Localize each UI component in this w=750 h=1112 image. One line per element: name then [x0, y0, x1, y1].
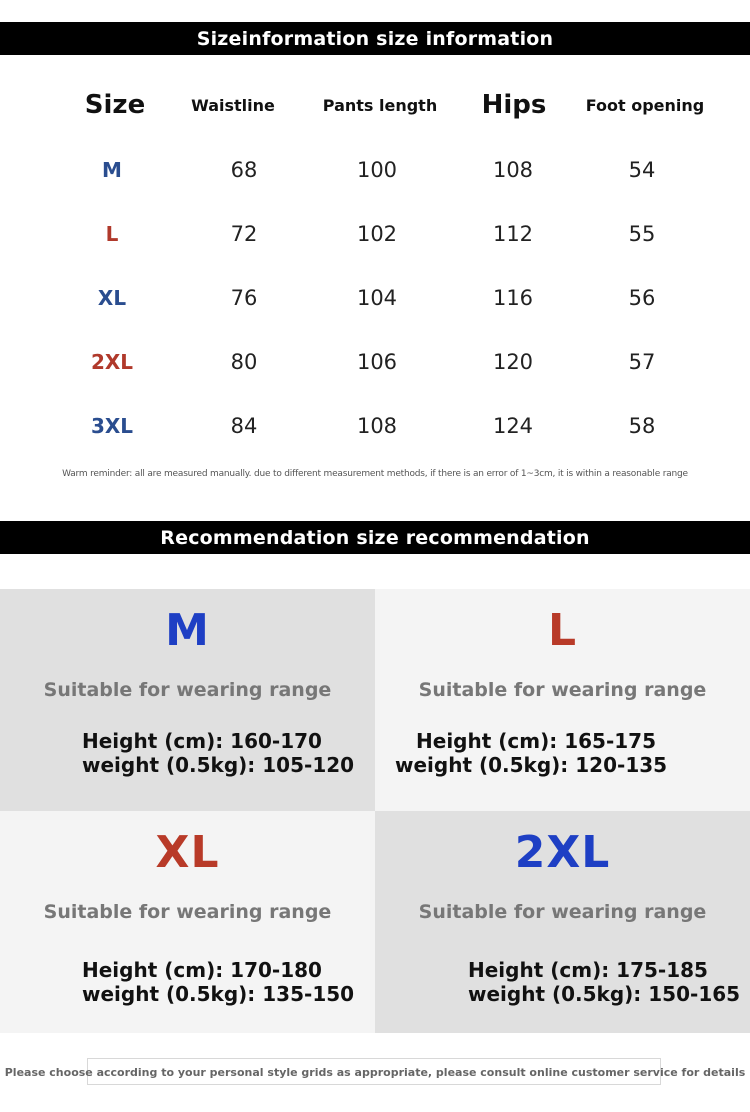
hips-value: 108: [492, 158, 534, 182]
measurement-note: Warm reminder: all are measured manually. due to different measurement methods, if there is an error of 1~3cm, it is within a reasonable range: [62, 469, 688, 479]
hips-value: 124: [492, 414, 534, 438]
size-table-header: [0, 85, 750, 125]
card-range-label: Suitable for wearing range: [43, 679, 332, 701]
size-label: L: [105, 222, 119, 246]
waistline-value: 68: [230, 158, 258, 182]
recommendation-card-m: [0, 589, 375, 811]
header-waistline: Waistline: [191, 95, 275, 115]
size-label: 3XL: [90, 414, 134, 438]
table-row: [0, 278, 750, 318]
card-height: Height (cm): 165-175: [416, 729, 656, 753]
foot-opening-value: 57: [628, 350, 656, 374]
card-weight: weight (0.5kg): 105-120: [82, 753, 355, 777]
card-weight: weight (0.5kg): 150-165: [468, 982, 741, 1006]
size-label: M: [102, 158, 122, 182]
recommendation-card-xl: [0, 811, 375, 1033]
foot-opening-value: 58: [628, 414, 656, 438]
pants-length-value: 104: [356, 286, 398, 310]
card-size-label: 2XL: [514, 827, 611, 878]
waistline-value: 76: [230, 286, 258, 310]
table-row: [0, 214, 750, 254]
header-foot-opening: Foot opening: [585, 95, 705, 115]
card-measurements: [468, 958, 740, 1006]
recommendation-card-2xl: [375, 811, 750, 1033]
card-range-label: Suitable for wearing range: [43, 901, 332, 923]
waistline-value: 72: [230, 222, 258, 246]
card-range-label: Suitable for wearing range: [418, 679, 707, 701]
size-label: XL: [97, 286, 127, 310]
waistline-value: 80: [230, 350, 258, 374]
card-range-label: Suitable for wearing range: [418, 901, 707, 923]
hips-value: 116: [492, 286, 534, 310]
card-weight: weight (0.5kg): 120-135: [395, 753, 668, 777]
footer-note: Please choose according to your personal style grids as appropriate, please consult online customer service for details: [4, 1065, 746, 1079]
card-weight: weight (0.5kg): 135-150: [82, 982, 355, 1006]
card-height: Height (cm): 170-180: [82, 958, 322, 982]
recommendation-card-l: [375, 589, 750, 811]
card-height: Height (cm): 175-185: [468, 958, 708, 982]
table-row: [0, 150, 750, 190]
size-information-banner: Sizeinformation size information: [0, 22, 750, 55]
waistline-value: 84: [230, 414, 258, 438]
foot-opening-value: 55: [628, 222, 656, 246]
foot-opening-value: 54: [628, 158, 656, 182]
pants-length-value: 102: [356, 222, 398, 246]
card-measurements: [395, 729, 668, 777]
card-size-label: L: [547, 605, 578, 656]
card-size-label: M: [165, 605, 210, 656]
card-measurements: [82, 729, 354, 777]
card-height: Height (cm): 160-170: [82, 729, 322, 753]
pants-length-value: 100: [356, 158, 398, 182]
table-row: [0, 342, 750, 382]
foot-opening-value: 56: [628, 286, 656, 310]
pants-length-value: 108: [356, 414, 398, 438]
hips-value: 112: [492, 222, 534, 246]
card-size-label: XL: [155, 827, 220, 878]
header-size: Size: [84, 90, 146, 120]
size-recommendation-banner: Recommendation size recommendation: [0, 521, 750, 554]
size-label: 2XL: [90, 350, 134, 374]
hips-value: 120: [492, 350, 534, 374]
card-measurements: [82, 958, 354, 1006]
pants-length-value: 106: [356, 350, 398, 374]
table-row: [0, 406, 750, 446]
header-pants-length: Pants length: [322, 95, 438, 115]
header-hips: Hips: [481, 90, 547, 120]
